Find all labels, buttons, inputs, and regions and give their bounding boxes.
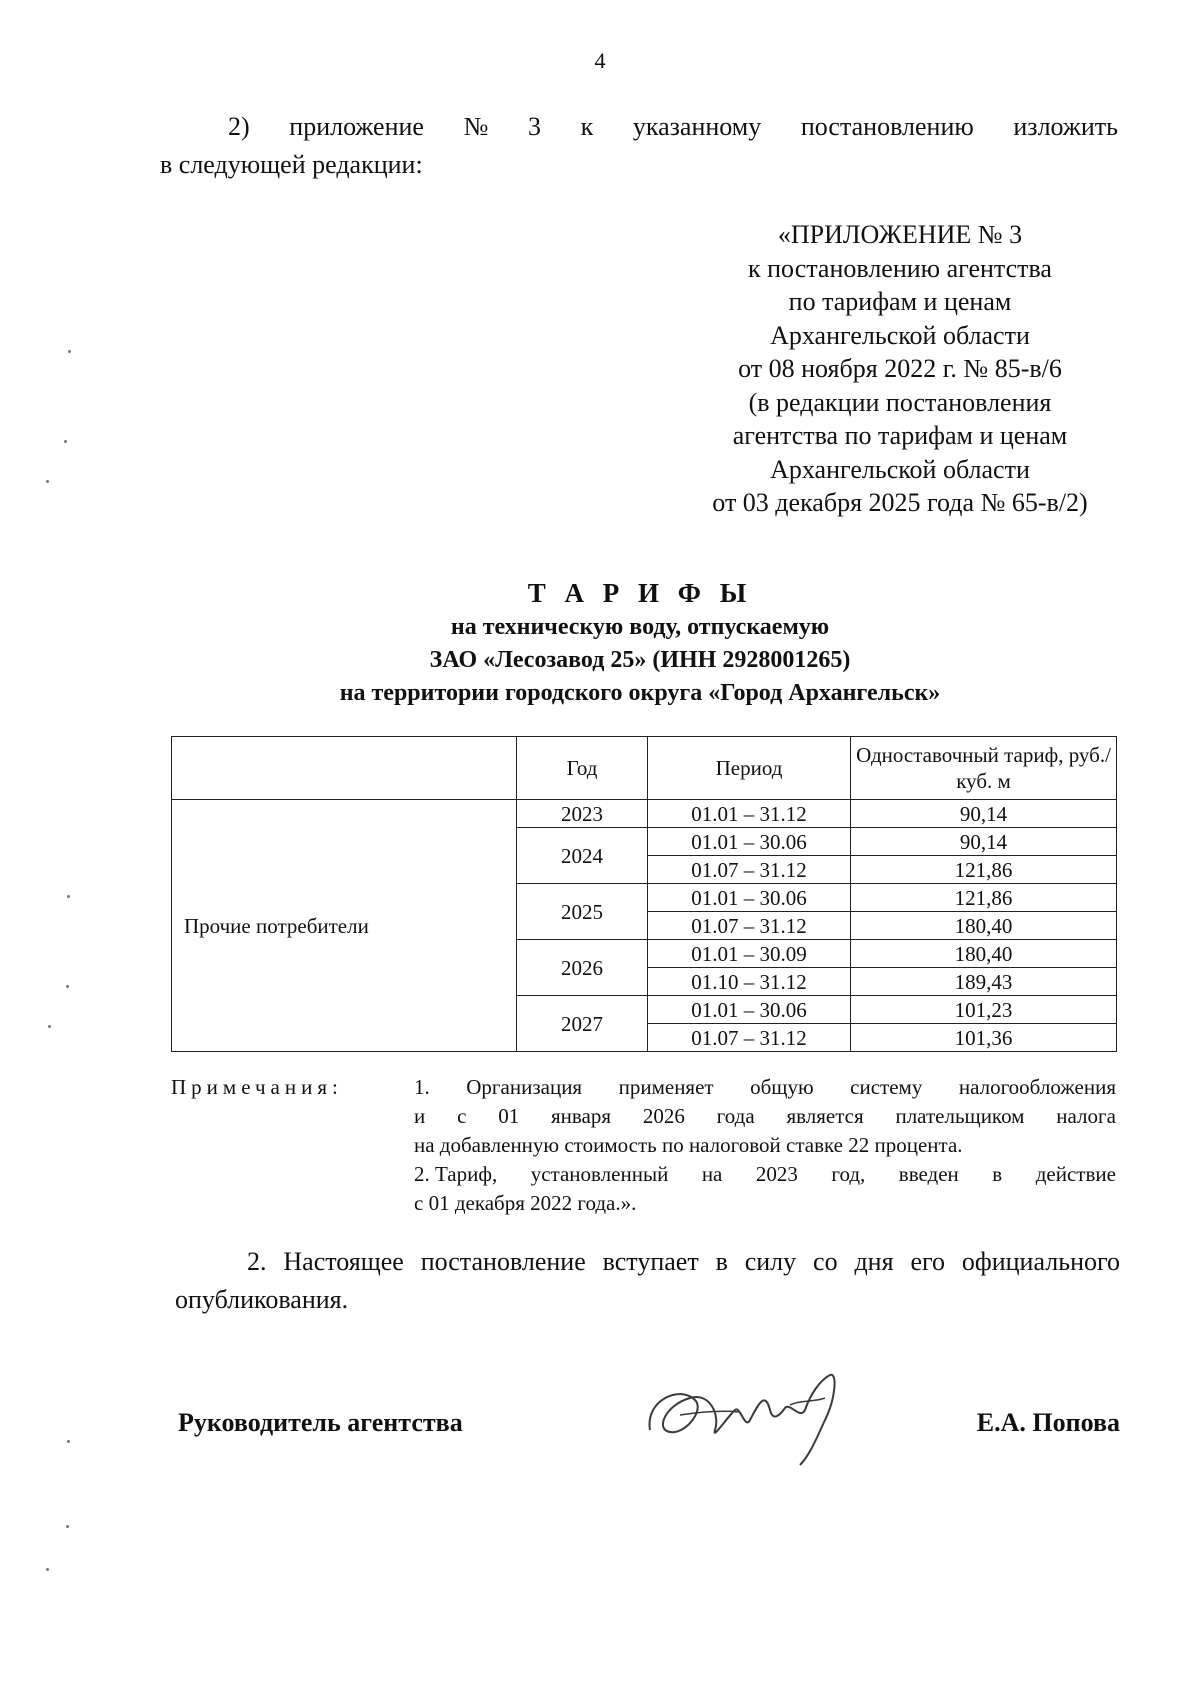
intro-word: приложение bbox=[289, 112, 424, 141]
consumer-cell: Прочие потребители bbox=[172, 800, 517, 1052]
tariff-table bbox=[171, 736, 1117, 1052]
intro-line-2: в следующей редакции: bbox=[160, 150, 423, 179]
scan-speck bbox=[66, 985, 69, 988]
period-cell: 01.01 – 30.06 bbox=[648, 828, 851, 856]
intro-word: 2) bbox=[228, 112, 250, 141]
intro-word: указанному bbox=[632, 112, 762, 141]
note-word: налога bbox=[1056, 1104, 1116, 1128]
scan-speck bbox=[46, 480, 49, 483]
note-word: установленный bbox=[530, 1162, 669, 1186]
year-cell: 2026 bbox=[517, 940, 648, 996]
final-word: Настоящее bbox=[283, 1247, 404, 1276]
appendix-line: к постановлению агентства bbox=[748, 253, 1052, 283]
tariff-cell: 101,36 bbox=[851, 1024, 1117, 1052]
final-word: в bbox=[715, 1247, 728, 1276]
final-word: официального bbox=[961, 1247, 1120, 1276]
note-1-line-2 bbox=[414, 1102, 1116, 1131]
signatory-name: Е.А. Попова bbox=[976, 1408, 1120, 1437]
period-cell: 01.10 – 31.12 bbox=[648, 968, 851, 996]
note-word: на bbox=[701, 1162, 723, 1186]
final-word: его bbox=[910, 1247, 945, 1276]
tariff-cell: 121,86 bbox=[851, 884, 1117, 912]
intro-word: постановлению bbox=[800, 112, 974, 141]
intro-paragraph bbox=[160, 108, 1118, 184]
note-word: 2023 bbox=[755, 1162, 798, 1186]
document-title bbox=[160, 575, 1120, 710]
final-word: дня bbox=[854, 1247, 894, 1276]
table-header-row bbox=[172, 737, 1117, 800]
intro-word: к bbox=[580, 112, 594, 141]
year-cell: 2023 bbox=[517, 800, 648, 828]
period-cell: 01.01 – 30.06 bbox=[648, 884, 851, 912]
appendix-line: Архангельской области bbox=[770, 454, 1030, 484]
tariff-cell: 189,43 bbox=[851, 968, 1117, 996]
tariff-cell: 101,23 bbox=[851, 996, 1117, 1024]
title-line: на техническую воду, отпускаемую bbox=[450, 614, 830, 640]
note-2-line-1 bbox=[414, 1160, 1116, 1189]
period-cell: 01.07 – 31.12 bbox=[648, 912, 851, 940]
header-tariff: Одноставочный тариф, руб./куб. м bbox=[851, 737, 1117, 800]
header-period: Период bbox=[648, 737, 851, 800]
final-word: вступает bbox=[602, 1247, 699, 1276]
note-word: 2026 bbox=[642, 1104, 685, 1128]
note-word: и bbox=[414, 1104, 426, 1128]
scan-speck bbox=[66, 1525, 69, 1528]
table-row bbox=[172, 800, 1117, 828]
scan-speck bbox=[48, 1025, 51, 1028]
title-line: ЗАО «Лесозавод 25» (ИНН 2928001265) bbox=[429, 647, 851, 673]
note-2-line-2: с 01 декабря 2022 года.». bbox=[414, 1191, 637, 1215]
notes-items bbox=[414, 1073, 1116, 1218]
tariff-cell: 121,86 bbox=[851, 856, 1117, 884]
note-word: год, bbox=[831, 1162, 866, 1186]
title-line: на территории городского округа «Город Архангельск» bbox=[339, 680, 941, 706]
note-word: плательщиком bbox=[895, 1104, 1025, 1128]
note-word: 1. bbox=[414, 1075, 430, 1099]
scan-speck bbox=[67, 895, 70, 898]
appendix-line: агентства по тарифам и ценам bbox=[732, 421, 1068, 450]
year-cell: 2025 bbox=[517, 884, 648, 940]
note-word: с bbox=[457, 1104, 467, 1128]
final-paragraph bbox=[175, 1243, 1120, 1319]
note-word: января bbox=[551, 1104, 612, 1128]
year-cell: 2024 bbox=[517, 828, 648, 884]
intro-line-1 bbox=[160, 108, 1118, 146]
note-word: введен bbox=[898, 1162, 959, 1186]
title-main: Т А Р И Ф Ы bbox=[527, 578, 753, 608]
note-word: систему bbox=[850, 1075, 923, 1099]
note-word: является bbox=[786, 1104, 864, 1128]
final-word: силу bbox=[744, 1247, 797, 1276]
final-line-1 bbox=[175, 1243, 1120, 1281]
handwritten-signature bbox=[640, 1360, 860, 1470]
header-year: Год bbox=[517, 737, 648, 800]
signatory-position: Руководитель агентства bbox=[178, 1408, 463, 1437]
note-word: применяет bbox=[618, 1075, 714, 1099]
note-word: общую bbox=[750, 1075, 814, 1099]
page-number: 4 bbox=[594, 48, 606, 73]
final-line-2: опубликования. bbox=[175, 1285, 349, 1314]
note-word: налогообложения bbox=[958, 1075, 1116, 1099]
note-word: года bbox=[716, 1104, 755, 1128]
period-cell: 01.01 – 30.06 bbox=[648, 996, 851, 1024]
tariff-cell: 180,40 bbox=[851, 940, 1117, 968]
tariff-cell: 180,40 bbox=[851, 912, 1117, 940]
note-1-line-1 bbox=[414, 1073, 1116, 1102]
note-word: 2. Тариф, bbox=[414, 1162, 498, 1186]
scan-speck bbox=[64, 440, 67, 443]
tariff-cell: 90,14 bbox=[851, 828, 1117, 856]
notes-label: Примечания: bbox=[171, 1075, 343, 1099]
intro-word: 3 bbox=[528, 112, 541, 141]
period-cell: 01.07 – 31.12 bbox=[648, 856, 851, 884]
final-word: 2. bbox=[247, 1247, 267, 1276]
note-word: 01 bbox=[498, 1104, 520, 1128]
intro-word: № bbox=[463, 112, 489, 141]
appendix-line: (в редакции постановления bbox=[748, 387, 1052, 417]
intro-word: изложить bbox=[1013, 112, 1118, 141]
note-1-line-3: на добавленную стоимость по налоговой ставке 22 процента. bbox=[414, 1133, 963, 1157]
appendix-line: от 08 ноября 2022 г. № 85-в/6 bbox=[738, 354, 1062, 383]
appendix-line: по тарифам и ценам bbox=[788, 287, 1012, 316]
appendix-header bbox=[690, 218, 1110, 520]
period-cell: 01.01 – 31.12 bbox=[648, 800, 851, 828]
final-word: со bbox=[813, 1247, 838, 1276]
appendix-line: Архангельской области bbox=[770, 320, 1030, 350]
scan-speck bbox=[68, 350, 71, 353]
year-cell: 2027 bbox=[517, 996, 648, 1052]
appendix-line: от 03 декабря 2025 года № 65-в/2) bbox=[712, 488, 1088, 517]
appendix-line: «ПРИЛОЖЕНИЕ № 3 bbox=[777, 220, 1023, 249]
scan-speck bbox=[46, 1568, 49, 1571]
tariff-cell: 90,14 bbox=[851, 800, 1117, 828]
period-cell: 01.01 – 30.09 bbox=[648, 940, 851, 968]
scan-speck bbox=[67, 1440, 70, 1443]
period-cell: 01.07 – 31.12 bbox=[648, 1024, 851, 1052]
final-word: постановление bbox=[420, 1247, 586, 1276]
header-consumer bbox=[172, 737, 517, 800]
note-word: действие bbox=[1035, 1162, 1116, 1186]
note-word: в bbox=[992, 1162, 1003, 1186]
note-word: Организация bbox=[466, 1075, 583, 1099]
